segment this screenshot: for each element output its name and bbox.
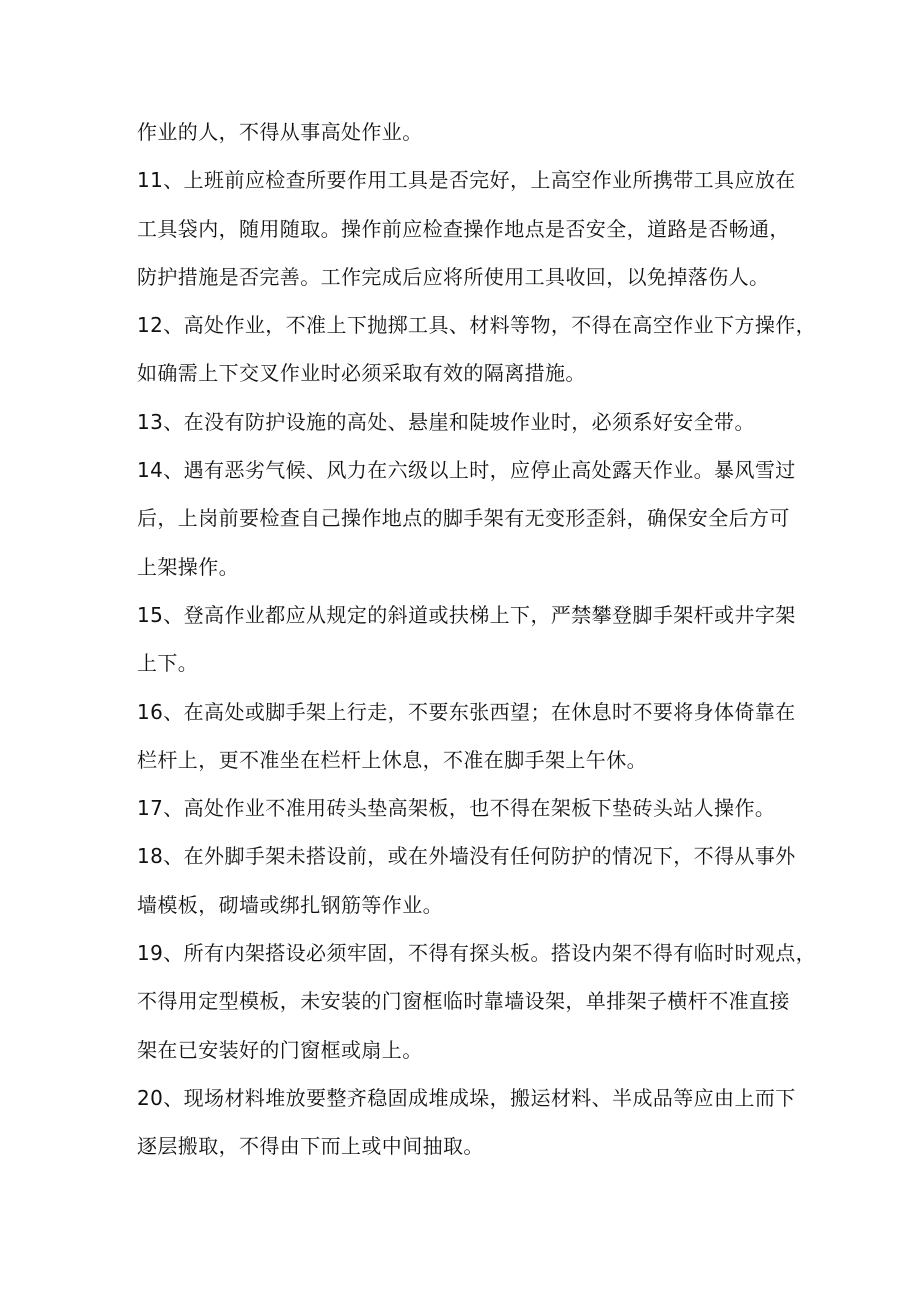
text-line: 如确需上下交叉作业时必须采取有效的隔离措施。 [137,361,586,386]
text-line: 逐层搬取，不得由下而上或中间抽取。 [137,1134,484,1159]
text-line: 17、高处作业不准用砖头垫高架板，也不得在架板下垫砖头站人操作。 [137,796,776,821]
text-line: 18、在外脚手架未搭设前，或在外墙没有任何防护的情况下，不得从事外 [137,844,796,869]
text-line: 19、所有内架搭设必须牢固，不得有探头板。搭设内架不得有临时时观点， [137,941,817,966]
text-line: 12、高处作业，不准上下抛掷工具、材料等物，不得在高空作业下方操作， [137,313,817,338]
text-line: 栏杆上，更不准坐在栏杆上休息，不准在脚手架上午休。 [137,747,647,772]
text-line: 不得用定型模板，未安装的门窗框临时靠墙设架，单排架子横杆不准直接 [137,989,790,1014]
document-body [137,108,817,1171]
text-line: 13、在没有防护设施的高处、悬崖和陡坡作业时，必须系好安全带。 [137,409,755,434]
text-line: 防护措施是否完善。工作完成后应将所使用工具收回，以免掉落伤人。 [137,264,770,289]
text-line: 20、现场材料堆放要整齐稳固成堆成垛，搬运材料、半成品等应由上而下 [137,1085,796,1110]
text-line: 上下。 [137,651,199,676]
text-line: 11、上班前应检查所要作用工具是否完好，上高空作业所携带工具应放在 [137,168,796,193]
text-line: 14、遇有恶劣气候、风力在六级以上时，应停止高处露天作业。暴风雪过 [137,458,796,483]
text-line: 作业的人，不得从事高处作业。 [137,120,423,144]
text-line: 后，上岗前要检查自己操作地点的脚手架有无变形歪斜，确保安全后方可 [137,506,790,531]
text-line: 15、登高作业都应从规定的斜道或扶梯上下，严禁攀登脚手架杆或井字架 [137,602,796,627]
text-line: 墙模板，砌墙或绑扎钢筋等作业。 [137,892,443,917]
text-line: 上架操作。 [137,554,239,579]
text-line: 工具袋内，随用随取。操作前应检查操作地点是否安全，道路是否畅通， [137,216,790,241]
text-line: 架在已安装好的门窗框或扇上。 [137,1037,423,1062]
text-line: 16、在高处或脚手架上行走，不要东张西望；在休息时不要将身体倚靠在 [137,699,796,724]
